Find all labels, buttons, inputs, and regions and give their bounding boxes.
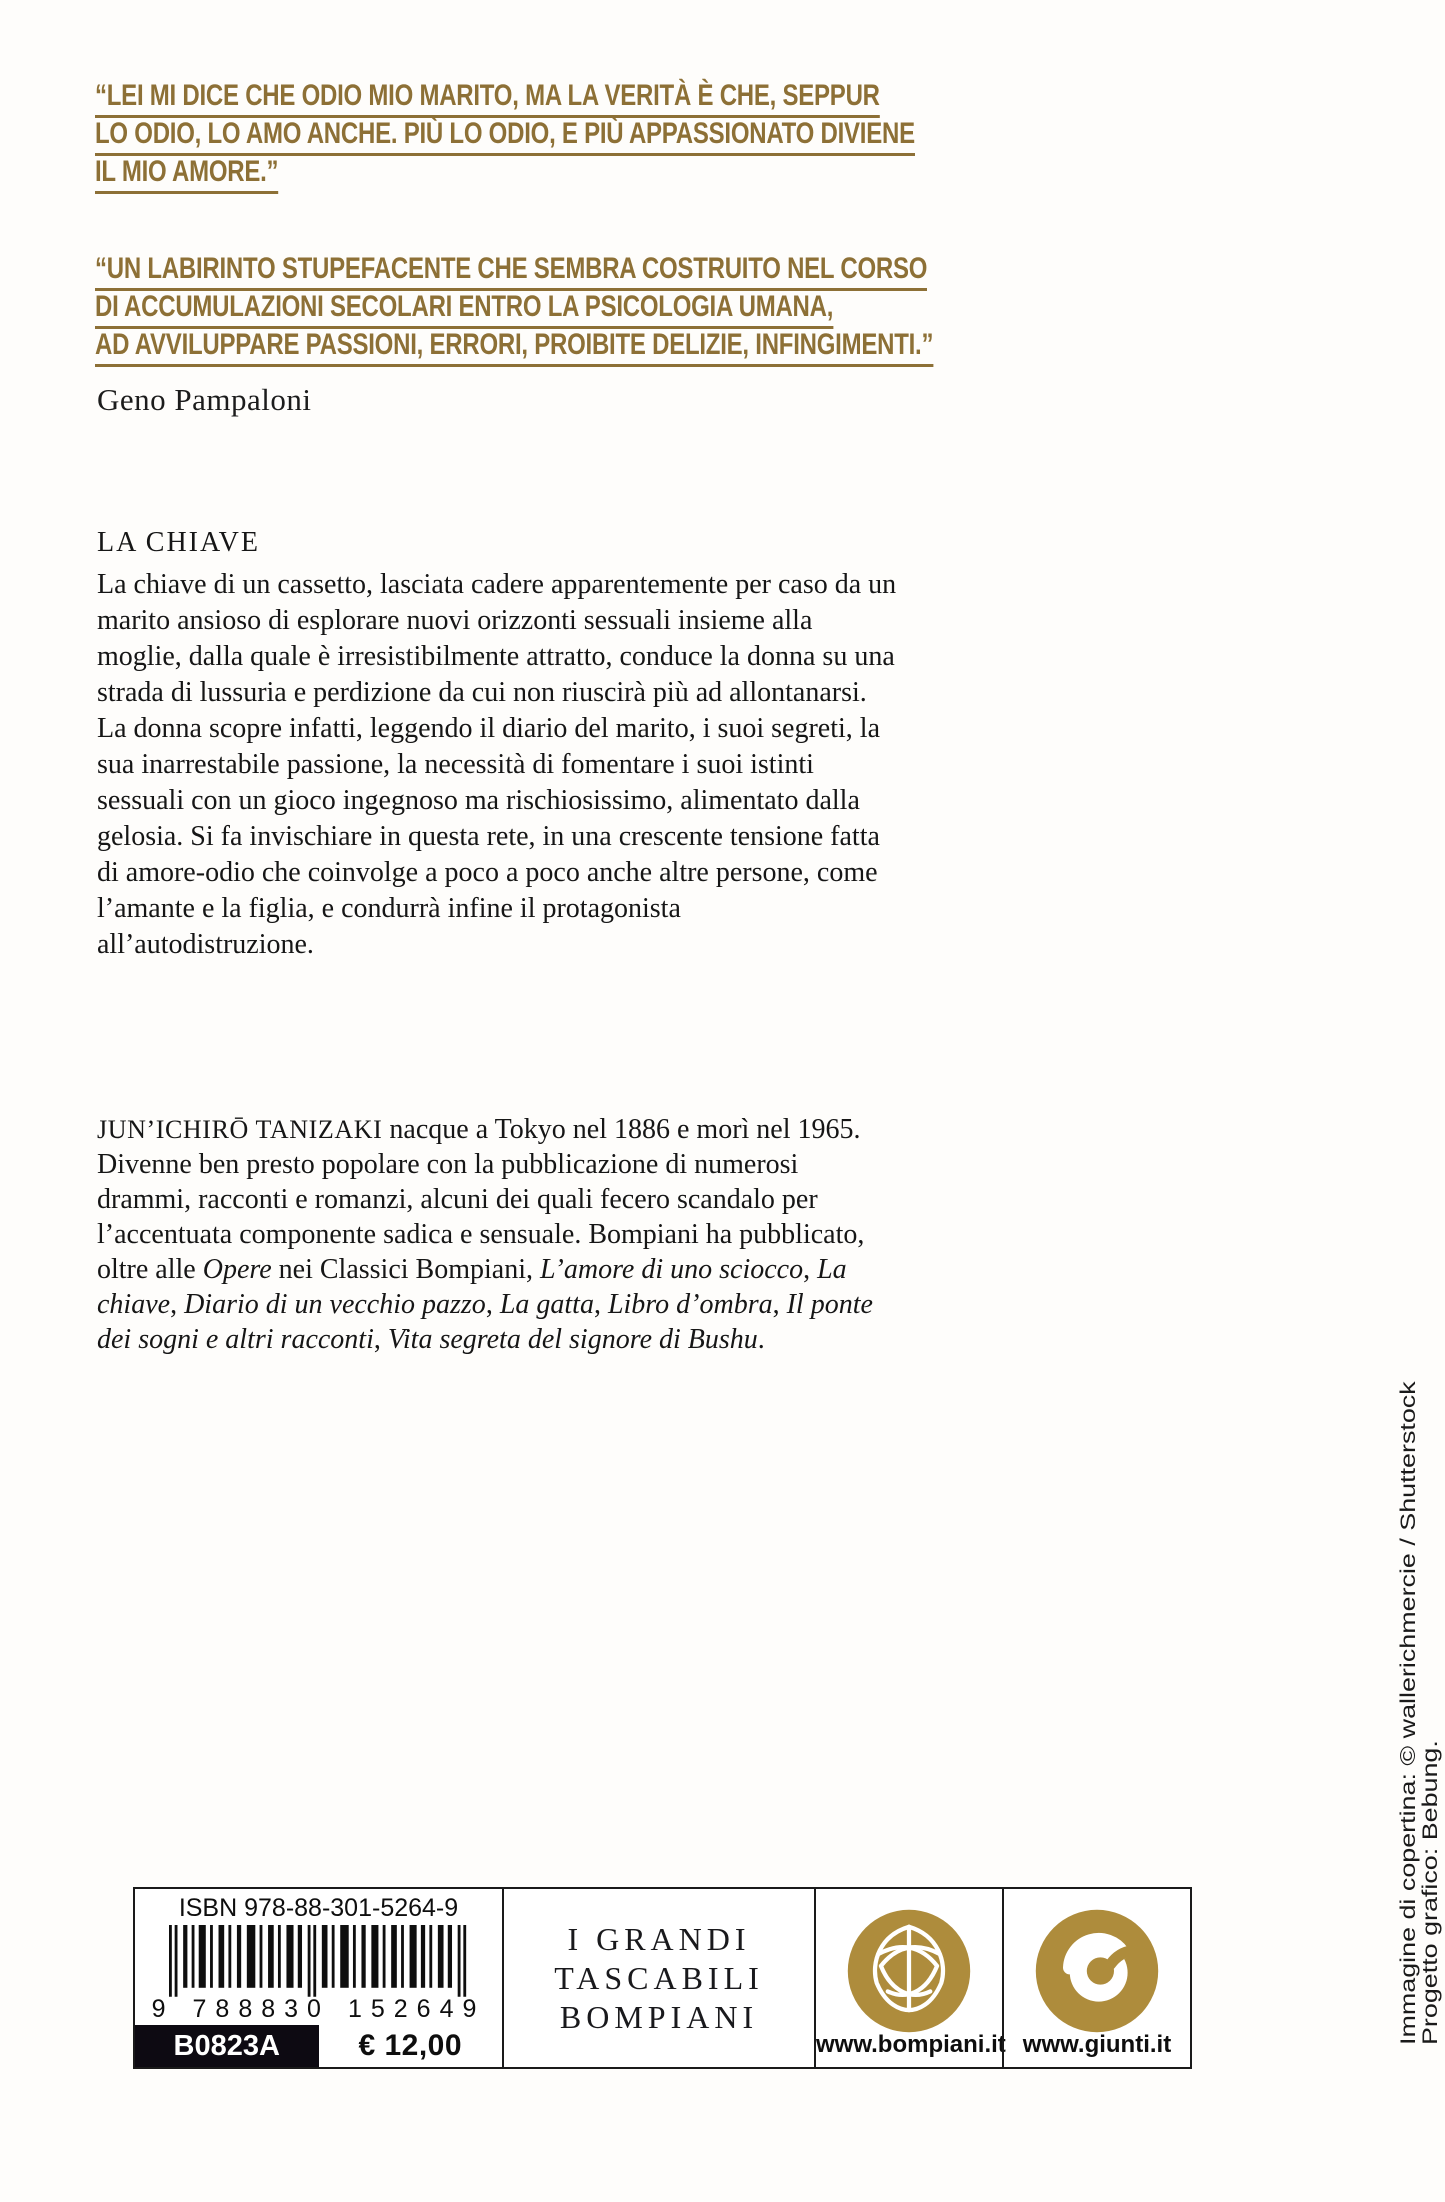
book-title-italic: Diario di un vecchio pazzo — [184, 1289, 486, 1320]
barcode-digit-group: 788830 — [192, 1995, 330, 2023]
quote-line: AD AVVILUPPARE PASSIONI, ERRORI, PROIBITE DELIZIE, INFINGIMENTI.” — [95, 329, 933, 367]
series-line: I GRANDI — [567, 1920, 751, 1957]
bio-text: , — [593, 1289, 608, 1320]
series-line: BOMPIANI — [559, 1998, 759, 2035]
barcode-bottom-row — [135, 2025, 502, 2067]
barcode-panel — [135, 1889, 502, 2067]
bio-text: , — [772, 1289, 787, 1320]
cover-image-credit: Immagine di copertina: © wallerichmercie / Shutterstock — [1397, 1381, 1420, 2045]
bio-text: , — [170, 1289, 185, 1320]
synopsis-text: La chiave di un cassetto, lasciata cadere apparentemente per caso da un marito ansioso di esplorare nuovi orizzonti sessuali insieme alla moglie, dalla quale è irresistibilmente attratto, conduce la donna su una strada di lussuria e perdizione da cui non riuscirà più ad allontanarsi. La donna scopre infatti, leggendo il diario del marito, i suoi segreti, la sua inarrestabile passione, la necessità di fomentare i suoi istinti sessuali con un gioco ingegnoso ma rischiosissimo, alimentato dalla gelosia. Si fa invischiare in questa rete, in una crescente tensione fatta di amore-odio che coinvolge a poco a poco anche altre persone, come l’amante e la figlia, e condurrà infine il protagonista all’autodistruzione. — [97, 569, 897, 960]
series-panel — [502, 1889, 814, 2067]
isbn-label: ISBN 978-88-301-5264-9 — [178, 1894, 459, 1922]
press-quote-2 — [95, 253, 1143, 367]
book-title-italic: La gatta — [499, 1289, 594, 1320]
bio-text: . — [757, 1324, 765, 1355]
barcode-digits — [135, 1995, 502, 2024]
quote-line: DI ACCUMULAZIONI SECOLARI ENTRO LA PSICOLOGIA UMANA, — [95, 291, 833, 329]
giunti-panel — [1002, 1889, 1190, 2067]
bio-text: nacque a Tokyo nel 1886 e morì nel 1965. Divenne ben presto popolare con la pubblicazione di numerosi drammi, racconti e romanzi, alcuni dei quali fecero scandalo per l’accentuata componente sadica e sensuale. Bompiani ha pubblicato, oltre alle — [97, 1114, 865, 1285]
bompiani-panel — [814, 1889, 1006, 2067]
bompiani-logo-icon — [841, 1903, 977, 2039]
quote-line: LO ODIO, LO AMO ANCHE. PIÙ LO ODIO, E PIÙ APPASSIONATO DIVIENE — [95, 118, 915, 156]
footer-strip — [133, 1887, 1192, 2069]
synopsis — [97, 527, 897, 963]
book-title-italic: Opere — [202, 1254, 272, 1285]
graphic-design-credit: Progetto grafico: Bebung. — [1419, 1740, 1442, 2045]
barcode-digit-group: 152649 — [347, 1995, 486, 2023]
series-line: TASCABILI — [554, 1959, 764, 1996]
author-bio — [97, 1112, 897, 1357]
cover-credits — [1398, 1149, 1442, 2045]
bio-text: , — [485, 1289, 500, 1320]
author-name: JUN’ICHIRŌ TANIZAKI — [97, 1115, 383, 1144]
book-title-italic: Vita segreta del signore di Bushu — [387, 1324, 758, 1355]
book-title-italic: La chiave — [97, 1254, 847, 1320]
quote-attribution: Geno Pampaloni — [97, 382, 312, 417]
book-title-italic: Libro d’ombra — [607, 1289, 773, 1320]
book-title-italic: Il ponte dei sogni e altri racconti — [97, 1289, 873, 1355]
press-quote-1 — [95, 80, 1120, 194]
bio-text: , — [803, 1254, 818, 1285]
giunti-logo-icon — [1029, 1903, 1165, 2039]
quote-line: “LEI MI DICE CHE ODIO MIO MARITO, MA LA VERITÀ È CHE, SEPPUR — [95, 80, 880, 118]
bompiani-url: www.bompiani.it — [816, 2031, 1006, 2058]
edition-code: B0823A — [135, 2025, 319, 2067]
bio-text: , — [373, 1324, 388, 1355]
barcode-digit-group: 9 — [151, 1995, 175, 2023]
quote-line: “UN LABIRINTO STUPEFACENTE CHE SEMBRA COSTRUITO NEL CORSO — [95, 253, 927, 291]
book-title: LA CHIAVE — [97, 527, 260, 558]
giunti-url: www.giunti.it — [1022, 2031, 1172, 2058]
quote-line: IL MIO AMORE.” — [95, 156, 278, 194]
price: € 12,00 — [319, 2025, 503, 2067]
book-title-italic: L’amore di uno sciocco — [539, 1254, 804, 1285]
bio-text: nei Classici Bompiani, — [271, 1254, 540, 1285]
barcode — [169, 1925, 469, 1999]
